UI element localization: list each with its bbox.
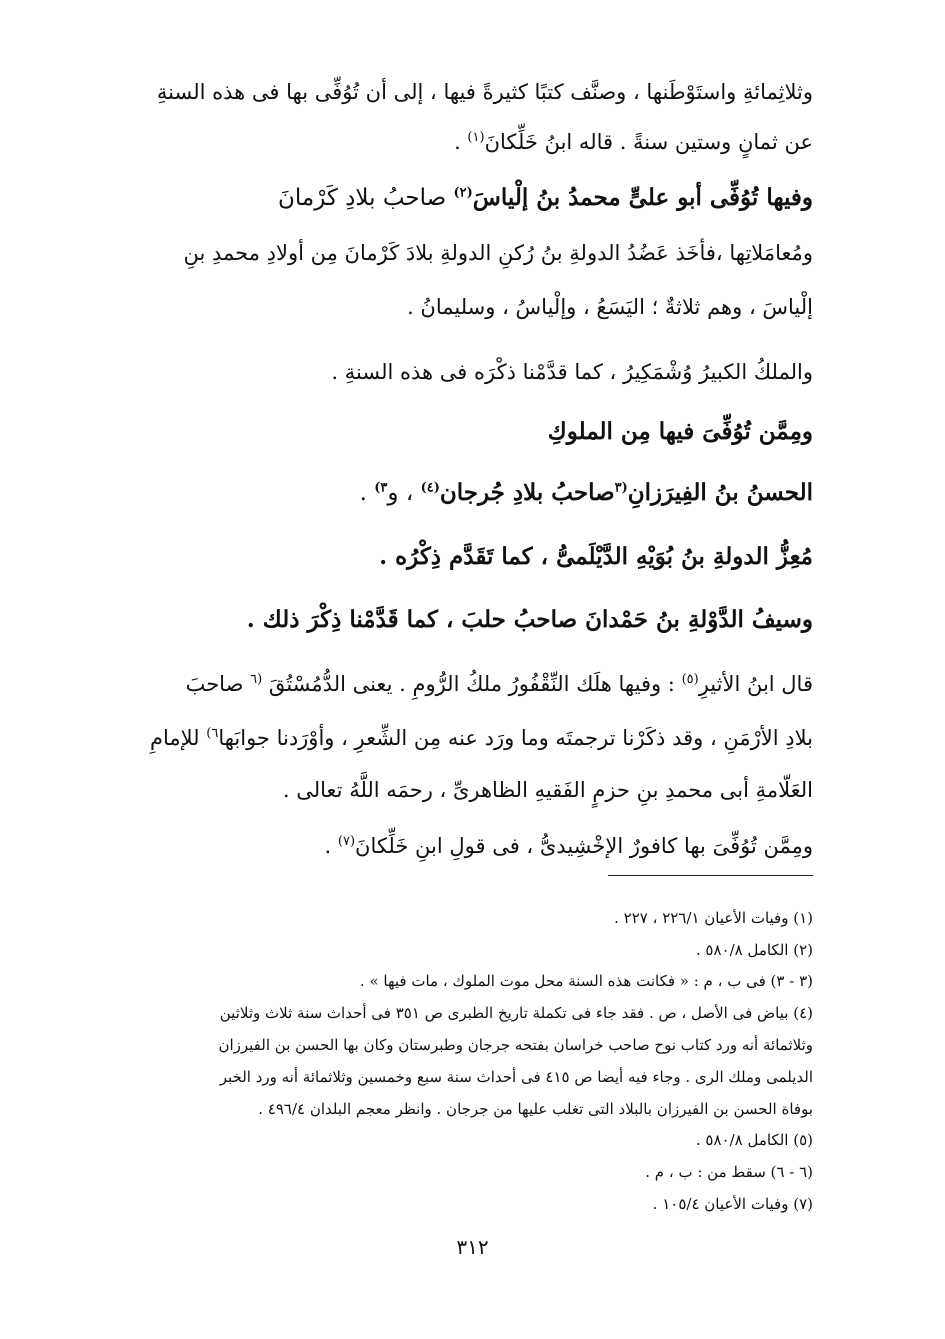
body-line-8 [100, 473, 813, 513]
body-line-11 [100, 664, 813, 704]
footnote-ref: (٢) [453, 185, 473, 201]
body-line-5 [100, 287, 813, 327]
footnote-4-cont: وثلاثمائة أنه ورد كتاب نوح صاحب خراسان بفتحه جرجان وطبرستان وكان بها الحسن بن الفيرزان [218, 1036, 813, 1054]
body-line-text: العَلّامةِ أبى محمدِ بنِ حزمٍ الفَقيهِ الظاهرىِّ ، رحمَه اللَّهُ تعالى . [282, 778, 813, 802]
body-line-text: وفيها تُوُفِّى أبو علىٍّ محمدُ بنُ إلْياسَ [472, 184, 813, 211]
body-line-text: الحسنُ بنُ الفِيرَزانِ [627, 479, 813, 506]
footnote-2: (٢) الكامل ٥٨٠/٨ . [695, 941, 813, 959]
footnote-4-cont: الديلمى وملك الرى . وجاء فيه أيضا ص ٤١٥ فى أحداث سنة سبع وخمسين وثلاثمائة أنه ورد الخبر [219, 1068, 813, 1086]
footnote-separator [608, 875, 813, 876]
footnote-ref: (٤) [420, 480, 440, 496]
page-number: ٣١٢ [456, 1235, 489, 1259]
body-line-text: والملكُ الكبيرُ وُشْمَكِيرُ ، كما قدَّمْنا ذكْرَه فى هذه السنةِ . [331, 360, 813, 384]
footnote-6: (٦ - ٦) سقط من : ب ، م . [645, 1163, 813, 1181]
body-line-12 [100, 718, 813, 758]
footnote-4: (٤) بياض فى الأصل ، ص . فقد جاء فى تكملة تاريخ الطبرى ص ٣٥١ فى أحداث سنة ثلاث وثلاثين [219, 1004, 813, 1022]
body-line-tail: صاحبُ بلادِ كَرْمانَ [278, 185, 454, 211]
body-line-tail: . [324, 834, 338, 858]
body-line-text: ومِمَّن تُوُفِّىَ فيها مِن الملوكِ [547, 418, 813, 445]
body-line-7 [100, 412, 813, 452]
body-line-text: مُعِزُّ الدولةِ بنُ بُوَيْهِ الدَّيْلَمىُّ ، كما تَقَدَّم ذِكْرُه . [379, 543, 813, 570]
footnote-ref: (١) [467, 130, 485, 145]
body-line-10 [100, 600, 813, 640]
footnote-ref: ٣) [374, 480, 388, 496]
body-line-tail: : وفيها هلَك النِّقْفُورُ ملكُ الرُّومِ . يعنى الدُّمُسْتُقَ [262, 672, 682, 696]
body-line-14 [100, 826, 813, 866]
body-line-tail: . [454, 130, 468, 154]
footnote-1: (١) وفيات الأعيان ٢٢٦/١ ، ٢٢٧ . [614, 909, 813, 927]
footnote-7: (٧) وفيات الأعيان ١٠٥/٤ . [652, 1195, 813, 1213]
body-line-text: ومُعامَلاتِها ،فأخَذ عَضُدُ الدولةِ بنُ رُكنِ الدولةِ بلادَ كَرْمانَ مِن أولادِ محمدِ بنِ [183, 241, 813, 265]
footnote-ref: ٦) [206, 726, 219, 741]
body-line-text: عن ثمانٍ وستين سنةً . قاله ابنُ خَلِّكانَ [484, 130, 813, 154]
body-line-6 [100, 352, 813, 392]
body-line-text: بلادِ الأرْمَنِ ، وقد ذكَرْنا ترجمتَه وما ورَد عنه مِن الشِّعرِ ، وأوْرَدنا جوابَها [218, 726, 813, 750]
body-line-tail: ، و [387, 480, 421, 506]
body-line-text: وسيفُ الدَّوْلةِ بنُ حَمْدانَ صاحبُ حلبَ ، كما قَدَّمْنا ذِكْرَ ذلك . [246, 606, 813, 633]
body-line-13 [100, 770, 813, 810]
body-line-tail: صاحبُ بلادِ جُرجان [439, 479, 615, 506]
body-line-text: وثلاثِمائةِ واستَوْطَنها ، وصنَّف كتبًا كثيرةً فيها ، إلى أن تُوُفِّى بها فى هذه السنةِ [156, 80, 813, 104]
body-line-text: ومِمَّن تُوُفِّىَ بها كافورٌ الإخْشِيدىُّ ، فى قولِ ابنِ خَلِّكانَ [355, 834, 813, 858]
body-line-1 [100, 72, 813, 112]
footnote-4-cont: بوفاة الحسن بن الفيرزان بالبلاد التى تغلب عليها من جرجان . وانظر معجم البلدان ٤٩٦/٤ . [258, 1100, 813, 1118]
footnote-5: (٥) الكامل ٥٨٠/٨ . [695, 1131, 813, 1149]
body-line-text: إلْياسَ ، وهم ثلاثةٌ ؛ اليَسَعُ ، وإلْياسُ ، وسليمانُ . [407, 295, 813, 319]
footnote-ref: (٣ [614, 480, 628, 496]
body-line-2 [100, 122, 813, 162]
body-line-tail: . [359, 480, 375, 506]
body-line-tail: للإمامِ [149, 726, 207, 750]
footnote-ref: (٦ [250, 672, 263, 687]
footnote-ref: (٧) [337, 834, 356, 849]
body-line-text: قال ابنُ الأثيرِ [698, 672, 813, 696]
body-line-tail: صاحبَ [185, 672, 251, 696]
body-line-9 [100, 537, 813, 577]
footnote-ref: (٥) [681, 672, 699, 687]
body-line-3 [100, 178, 813, 218]
footnote-3: (٣ - ٣) فى ب ، م : « فكانت هذه السنة محل موت الملوك ، مات فيها » . [359, 972, 813, 990]
body-line-4 [100, 233, 813, 273]
